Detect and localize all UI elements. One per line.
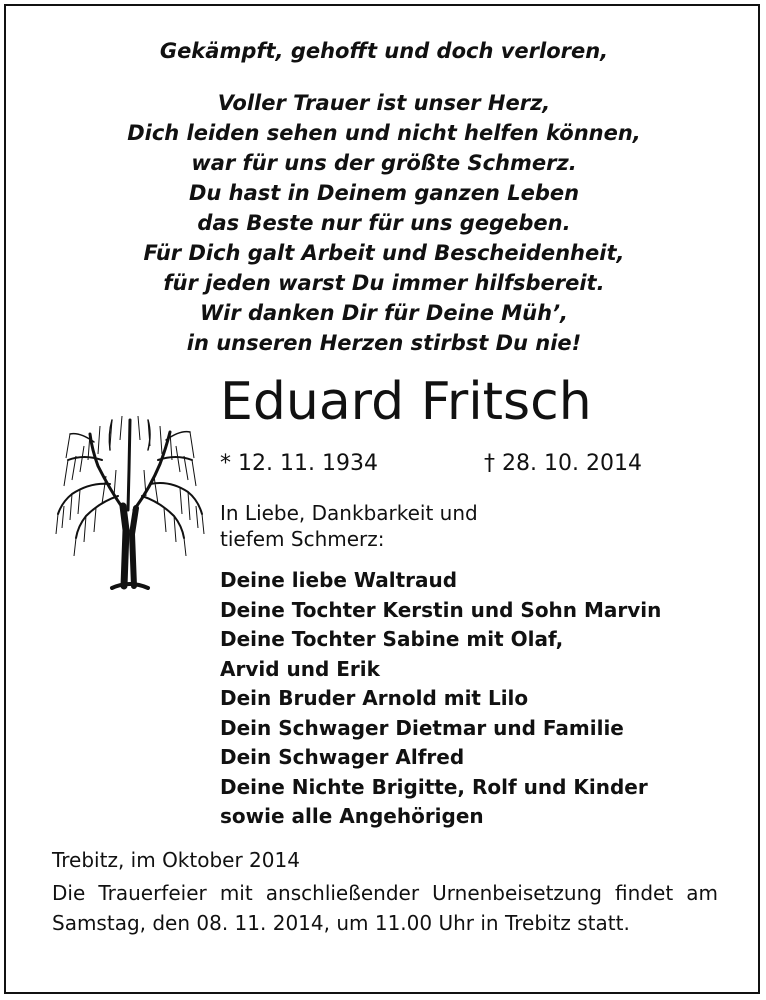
intro-line: In Liebe, Dankbarkeit und xyxy=(220,501,478,525)
family-member: Dein Schwager Dietmar und Familie xyxy=(220,715,624,740)
poem-line: Wir danken Dir für Deine Müh’, xyxy=(199,301,569,325)
family-member: Dein Bruder Arnold mit Lilo xyxy=(220,686,529,710)
family-member: Dein Schwager Alfred xyxy=(220,745,465,769)
family-member: sowie alle Angehörigen xyxy=(220,804,484,828)
death-date: † 28. 10. 2014 xyxy=(484,451,642,476)
deceased-name: Eduard Fritsch xyxy=(220,372,592,432)
poem-line: das Beste nur für uns gegeben. xyxy=(197,211,571,235)
poem-line: war für uns der größte Schmerz. xyxy=(191,151,577,175)
poem-line: Für Dich galt Arbeit und Bescheidenheit, xyxy=(143,241,625,265)
willow-tree-icon xyxy=(50,410,210,590)
family-list xyxy=(220,566,661,832)
poem-line: für jeden warst Du immer hilfsbereit. xyxy=(163,271,605,295)
place-date: Trebitz, im Oktober 2014 xyxy=(52,848,300,872)
family-member: Deine Nichte Brigitte, Rolf und Kinder xyxy=(220,774,648,799)
poem-first-line: Gekämpft, gehofft und doch verloren, xyxy=(159,39,609,63)
poem-line: Du hast in Deinem ganzen Leben xyxy=(188,181,580,205)
family-member: Deine Tochter Sabine mit Olaf, xyxy=(220,627,564,651)
family-member: Deine Tochter Kerstin und Sohn Marvin xyxy=(220,597,662,622)
poem-line: Dich leiden sehen und nicht helfen können, xyxy=(127,121,641,145)
birth-date: * 12. 11. 1934 xyxy=(220,451,378,476)
poem-body xyxy=(6,88,760,358)
poem-line: Voller Trauer ist unser Herz, xyxy=(217,91,551,115)
service-notice: Die Trauerfeier mit anschließender Urnenbeisetzung findet am Samstag, den 08. 11. 2014, um 11.00 Uhr in Trebitz statt. xyxy=(52,881,718,935)
intro-line: tiefem Schmerz: xyxy=(220,527,385,551)
family-member: Arvid und Erik xyxy=(220,656,380,681)
poem-line: in unseren Herzen stirbst Du nie! xyxy=(186,331,582,355)
family-member: Deine liebe Waltraud xyxy=(220,568,458,592)
obituary-frame xyxy=(4,4,760,994)
intro-text xyxy=(220,500,478,552)
